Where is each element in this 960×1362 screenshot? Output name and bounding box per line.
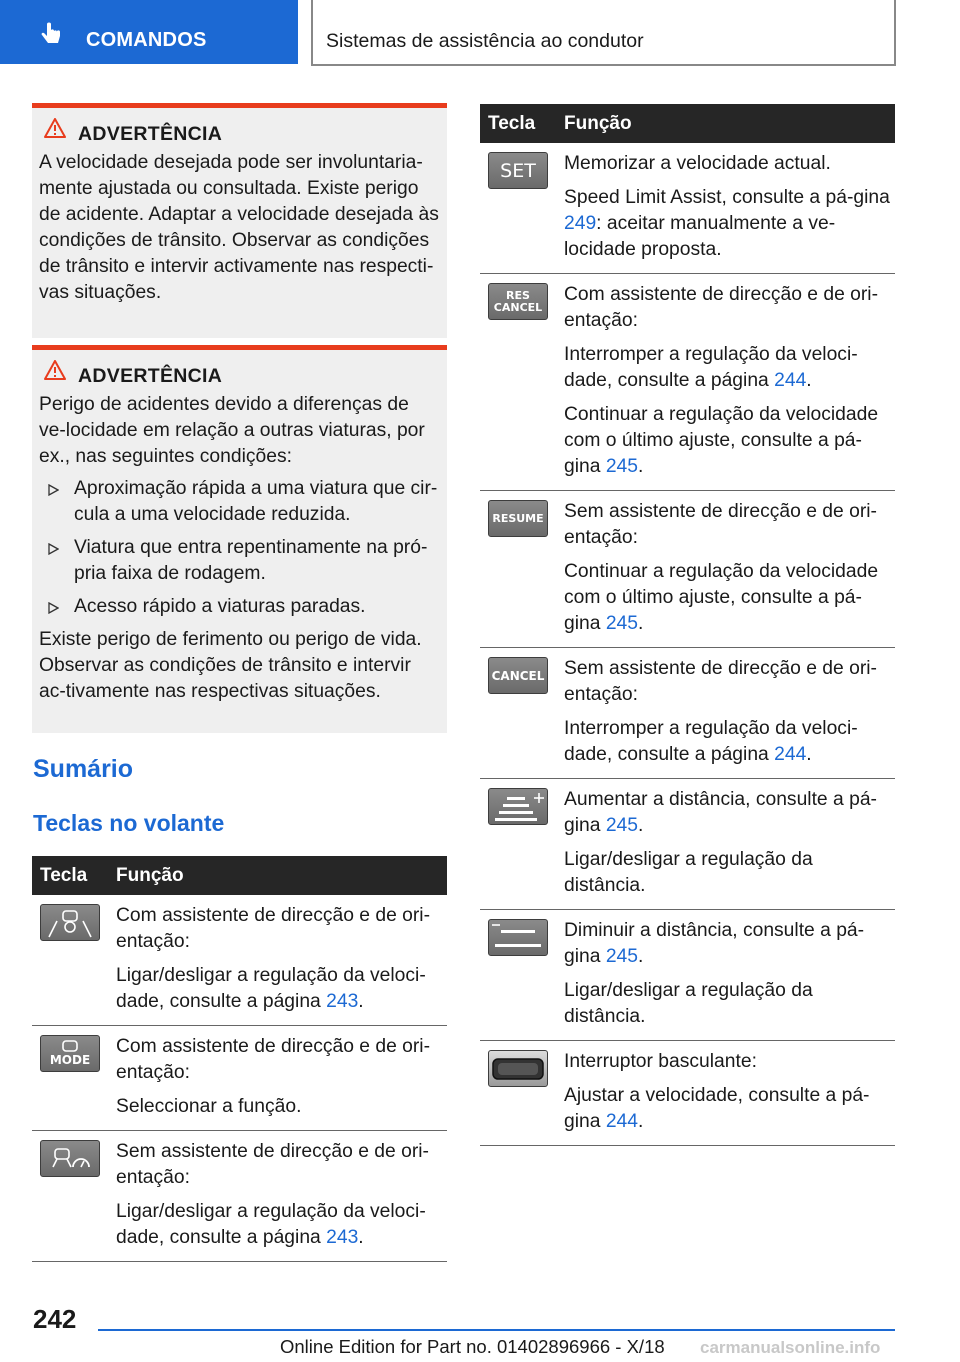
function-text-tail: : aceitar manualmente a ve-locidade proposta. xyxy=(564,213,836,260)
column-header-function: Função xyxy=(556,104,895,143)
function-cell xyxy=(556,143,895,274)
keys-table-right xyxy=(480,104,895,1146)
list-item-text: Aproximação rápida a uma viatura que cir-cula a uma velocidade reduzida. xyxy=(74,478,438,525)
function-text-part: Continuar a regulação da velocidade com o último ajuste, consulte a pá-gina xyxy=(564,404,879,477)
function-text: Sem assistente de direcção e de ori-entação: xyxy=(564,658,877,705)
function-text: Com assistente de direcção e de ori-entação: xyxy=(116,905,431,952)
page-link[interactable]: 245 xyxy=(605,613,638,634)
function-text-tail: . xyxy=(637,946,644,967)
set-key-icon xyxy=(488,152,548,189)
function-text: Memorizar a velocidade actual. xyxy=(564,153,831,174)
warning-triangle-icon xyxy=(44,360,66,380)
key-label-top: RES xyxy=(506,288,530,302)
function-text xyxy=(564,185,891,263)
page-link[interactable]: 244 xyxy=(605,1111,638,1132)
page-title: Sistemas de assistência ao condutor xyxy=(326,30,644,52)
function-text-tail: . xyxy=(637,613,644,634)
warning-box xyxy=(32,103,447,338)
function-text-tail: . xyxy=(637,815,644,836)
function-text-part: Continuar a regulação da velocidade com o último ajuste, consulte a pá-gina xyxy=(564,561,879,634)
page-link[interactable]: 245 xyxy=(605,946,638,967)
list-item xyxy=(39,594,439,620)
cancel-key-icon xyxy=(488,657,548,694)
subsection-heading: Teclas no volante xyxy=(33,810,225,836)
table-row xyxy=(480,143,895,274)
warning-box xyxy=(32,345,447,733)
function-cell xyxy=(556,491,895,648)
table-row xyxy=(480,274,895,491)
function-text-part: Speed Limit Assist, consulte a pá-gina xyxy=(564,187,890,208)
rocker-switch-icon xyxy=(488,1050,548,1087)
page-link[interactable]: 245 xyxy=(605,815,638,836)
function-cell xyxy=(108,1131,447,1262)
function-cell xyxy=(108,895,447,1026)
page-link[interactable]: 245 xyxy=(605,456,638,477)
function-cell xyxy=(556,274,895,491)
res-cancel-key-icon xyxy=(488,283,548,320)
function-text-part: Ligar/desligar a regulação da veloci-dade, consulte a página xyxy=(116,965,426,1012)
page-link[interactable]: 243 xyxy=(326,1227,359,1248)
table-row xyxy=(480,910,895,1041)
function-text xyxy=(564,1083,891,1135)
warning-list xyxy=(39,476,439,620)
function-text: Sem assistente de direcção e de ori-entação: xyxy=(564,501,877,548)
bullet-arrow-icon xyxy=(48,602,59,614)
page-link[interactable]: 249 xyxy=(564,213,597,234)
warning-triangle-icon xyxy=(44,118,66,138)
bullet-arrow-icon xyxy=(48,543,59,555)
function-text xyxy=(116,1199,443,1251)
warning-intro: Perigo de acidentes devido a diferenças de ve-locidade em relação a outras viaturas, por ex., nas seguintes condições: xyxy=(39,394,425,467)
function-text: Sem assistente de direcção e de ori-entação: xyxy=(116,1141,429,1188)
list-item-text: Viatura que entra repentinamente na pró-pria faixa de rodagem. xyxy=(74,537,428,584)
function-text: Com assistente de direcção e de ori-entação: xyxy=(564,284,879,331)
page-link[interactable]: 244 xyxy=(774,744,807,765)
key-label: SET xyxy=(500,159,536,182)
key-label: RESUME xyxy=(492,511,544,525)
cruise-control-icon xyxy=(40,1140,100,1177)
function-text-part: Interromper a regulação da veloci-dade, consulte a página xyxy=(564,344,858,391)
hand-pointer-icon xyxy=(38,22,64,48)
distance-increase-icon xyxy=(488,788,548,825)
warning-text: A velocidade desejada pode ser involuntaria-mente ajustada ou consultada. Existe perigo de acidente. Adaptar a velocidade desejada às condições de trânsito. Observar as condições de trânsito e intervir activamente nas respecti-vas situações. xyxy=(39,152,439,303)
function-text-tail: . xyxy=(806,370,812,391)
list-item xyxy=(39,535,439,587)
function-cell xyxy=(556,779,895,910)
function-text xyxy=(564,559,891,637)
warning-outro: Existe perigo de ferimento ou perigo de vida. Observar as condições de trânsito e intervir ac-tivamente nas respectivas situações. xyxy=(39,629,422,702)
function-text-tail: . xyxy=(637,1111,644,1132)
footer-edition: Online Edition for Part no. 01402896966 - X/18 xyxy=(280,1336,665,1357)
header-divider xyxy=(311,0,313,64)
function-text-part: Interromper a regulação da veloci-dade, consulte a página xyxy=(564,718,858,765)
key-label-bottom: CANCEL xyxy=(493,300,543,314)
column-header-key: Tecla xyxy=(32,856,108,895)
function-text: Com assistente de direcção e de ori-entação: xyxy=(116,1036,431,1083)
function-text-part: Ajustar a velocidade, consulte a pá-gina xyxy=(564,1085,870,1132)
function-text: Ligar/desligar a regulação da distância. xyxy=(564,980,813,1027)
table-row xyxy=(480,648,895,779)
section-tab-label: COMANDOS xyxy=(86,29,207,51)
table-row xyxy=(32,1131,447,1262)
warning-title: ADVERTÊNCIA xyxy=(78,365,223,387)
function-text-part: Aumentar a distância, consulte a pá-gina xyxy=(564,789,877,836)
key-label: CANCEL xyxy=(491,668,545,683)
section-heading: Sumário xyxy=(33,755,134,783)
distance-decrease-icon xyxy=(488,919,548,956)
function-text-tail: . xyxy=(637,456,644,477)
header-divider xyxy=(894,0,896,64)
list-item-text: Acesso rápido a viaturas paradas. xyxy=(74,596,366,617)
table-row xyxy=(32,895,447,1026)
function-text-part: Ligar/desligar a regulação da veloci-dade, consulte a página xyxy=(116,1201,426,1248)
function-text xyxy=(116,963,443,1015)
function-text-part: Diminuir a distância, consulte a pá-gina xyxy=(564,920,865,967)
function-cell xyxy=(556,1041,895,1146)
function-text xyxy=(564,402,891,480)
function-text xyxy=(564,716,891,768)
table-row xyxy=(480,491,895,648)
column-header-key: Tecla xyxy=(480,104,556,143)
table-row xyxy=(480,779,895,910)
function-cell xyxy=(108,1026,447,1131)
function-text: Ligar/desligar a regulação da distância. xyxy=(564,849,813,896)
bullet-arrow-icon xyxy=(48,484,59,496)
section-tab[interactable] xyxy=(0,0,298,64)
header-underline xyxy=(311,64,896,66)
resume-key-icon xyxy=(488,500,548,537)
function-text xyxy=(564,342,891,394)
list-item xyxy=(39,476,439,528)
page-link[interactable]: 244 xyxy=(774,370,807,391)
table-row xyxy=(480,1041,895,1146)
footer-rule xyxy=(98,1329,895,1331)
function-cell xyxy=(556,910,895,1041)
page-number: 242 xyxy=(33,1304,77,1334)
function-text-tail: . xyxy=(358,991,364,1012)
function-text-tail: . xyxy=(358,1227,364,1248)
mode-key-icon xyxy=(40,1035,100,1072)
steering-assist-icon xyxy=(40,904,100,941)
function-text: Interruptor basculante: xyxy=(564,1051,757,1072)
keys-table-left xyxy=(32,856,447,1262)
key-label: MODE xyxy=(49,1053,91,1067)
function-text: Seleccionar a função. xyxy=(116,1096,302,1117)
function-cell xyxy=(556,648,895,779)
column-header-function: Função xyxy=(108,856,447,895)
function-text xyxy=(564,918,891,970)
warning-title: ADVERTÊNCIA xyxy=(78,123,223,145)
function-text-tail: . xyxy=(806,744,812,765)
footer-watermark: carmanualsonline.info xyxy=(700,1338,881,1357)
function-text xyxy=(564,787,891,839)
table-row xyxy=(32,1026,447,1131)
page-link[interactable]: 243 xyxy=(326,991,359,1012)
